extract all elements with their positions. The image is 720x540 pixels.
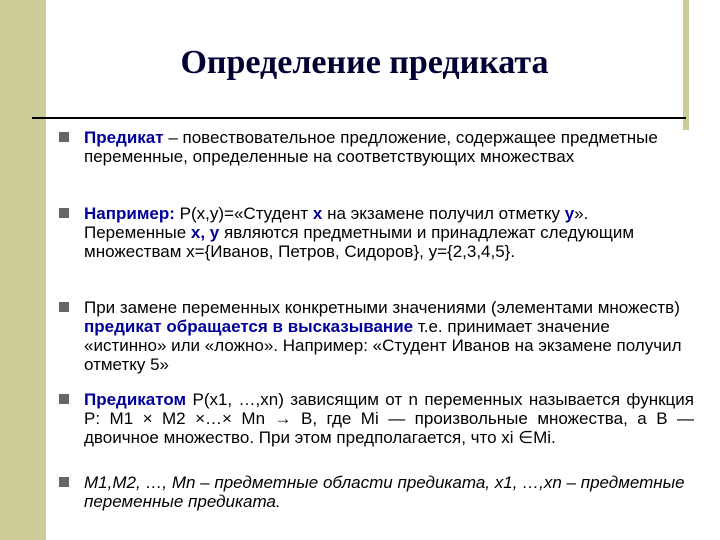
var-x: x [312, 204, 323, 223]
bullet-text: P(x1, …,xn) зависящим от n переменных называется функция P: M1 × M2 ×…× Mn → B, где Mi — произвольные множества, а B — двоичное множество. При этом предполагается, что xi ∈Mi. [84, 390, 694, 447]
var-y: y [564, 204, 575, 223]
bullet-square-icon [59, 302, 69, 312]
bullet-example [84, 204, 694, 261]
bullet-square-icon [59, 477, 69, 487]
bullet-text: M1,M2, …, Mn – предметные области предиката, x1, …,xn – предметные переменные предиката. [84, 473, 685, 511]
term-example: Например: [84, 204, 175, 223]
bullet-text: на экзамене получил отметку [322, 204, 565, 223]
decorative-side-band [0, 0, 46, 540]
bullet-predicate-definition [84, 128, 694, 166]
bullet-square-icon [59, 132, 69, 142]
bullet-text: P(x,y)=«Студент [174, 204, 313, 223]
decorative-vertical-bar [683, 0, 689, 130]
vars-xy: x, y [190, 223, 220, 242]
bullet-subject-areas [84, 473, 694, 511]
bullet-text: При замене переменных конкретными значениями (элементами множеств) [84, 298, 680, 317]
bullet-text: являются предметными и принадлежат следующим множествам x={Иванов, Петров, Сидоров}, y={2,3,4,5}. [84, 223, 635, 261]
bullet-text: – повествовательное предложение, содержащее предметные переменные, определенные на соответствующих множествах [84, 128, 658, 166]
term-predicate: Предикат [84, 128, 164, 147]
bullet-square-icon [59, 394, 69, 404]
bullet-predicate-function [84, 390, 694, 447]
title-divider [32, 117, 686, 119]
slide-title: Определение предиката [180, 44, 549, 81]
bullet-substitution [84, 298, 694, 374]
term-predicate-function: Предикатом [84, 390, 187, 409]
highlight-statement: предикат обращается в высказывание [84, 317, 414, 336]
bullet-text: ». Переменные [84, 204, 589, 242]
bullet-square-icon [59, 208, 69, 218]
bullet-text: т.е. принимает значение «истинно» или «ложно». Например: «Студент Иванов на экзамене получил отметку 5» [84, 317, 682, 374]
